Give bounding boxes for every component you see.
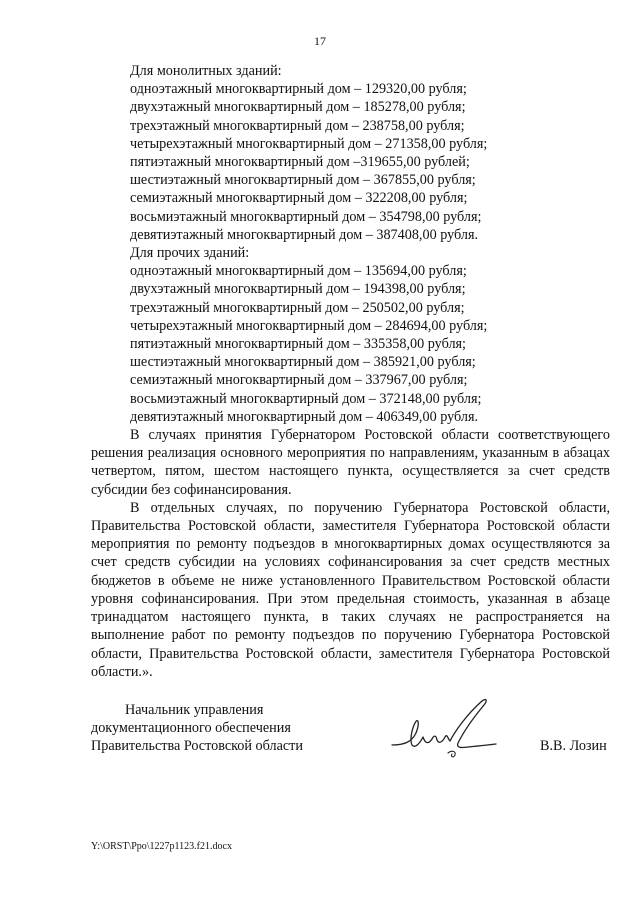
list-item: двухэтажный многоквартирный дом – 185278,00 рубля; [130,99,466,116]
list-item: пятиэтажный многоквартирный дом –319655,00 рублей; [130,154,470,171]
page-number: 17 [314,34,326,48]
list-item: одноэтажный многоквартирный дом – 129320,00 рубля; [130,81,467,98]
signatory-title-line: документационного обеспечения [91,720,291,737]
list-item: девятиэтажный многоквартирный дом – 406349,00 рубля. [130,408,479,425]
list-item: восьмиэтажный многоквартирный дом – 354798,00 рубля; [130,208,482,225]
list-item: восьмиэтажный многоквартирный дом – 372148,00 рубля; [130,390,482,407]
signatory-title [91,701,303,756]
document-body [91,62,610,681]
handwritten-signature [382,693,502,763]
file-path: Y:\ORST\Ppo\1227p1123.f21.docx [91,841,232,852]
list-item: пятиэтажный многоквартирный дом – 335358,00 рубля; [130,336,466,353]
list-item: двухэтажный многоквартирный дом – 194398,00 рубля; [130,281,466,298]
list-item: девятиэтажный многоквартирный дом – 387408,00 рубля. [130,226,479,243]
list-item: четырехэтажный многоквартирный дом – 284694,00 рубля; [130,317,488,334]
list-item: семиэтажный многоквартирный дом – 322208,00 рубля; [130,190,468,207]
paragraph-entrance-repair: В отдельных случаях, по поручению Губернатора Ростовской области, Правительства Ростовской области, заместителя Губернатора Ростовской области мероприятия по ремонту подъездов в многоквартирных домах осуществляются за счет средств субсидии на условиях софинансирования за счет средств местных бюджетов в объеме не ниже установленного Правительством Ростовской области уровня софинансирования. При этом предельная стоимость, указанная в абзаце тринадцатом настоящего пункта, в таких случаях не распространяется на выполнение работ по ремонту подъездов по поручению Губернатора Ростовской области, Правительства Ростовской области, заместителя Губернатора Ростовской области.». [91,499,610,680]
list-item: трехэтажный многоквартирный дом – 238758,00 рубля; [130,117,465,134]
signatory-title-line: Начальник управления [125,702,264,718]
monolithic-heading: Для монолитных зданий: [130,63,282,79]
list-item: семиэтажный многоквартирный дом – 337967,00 рубля; [130,372,468,389]
signature-stroke [392,700,496,748]
signature-flourish [448,751,455,757]
list-item: шестиэтажный многоквартирный дом – 367855,00 рубля; [130,172,476,189]
list-item: четырехэтажный многоквартирный дом – 271358,00 рубля; [130,135,488,152]
list-item: трехэтажный многоквартирный дом – 250502,00 рубля; [130,299,465,316]
signatory-name: В.В. Лозин [540,738,607,754]
list-item: шестиэтажный многоквартирный дом – 385921,00 рубля; [130,354,476,371]
paragraph-without-cofinancing: В случаях принятия Губернатором Ростовской области соответствующего решения реализация основного мероприятия по направлениям, указанным в абзацах четвертом, пятом, шестом настоящего пункта, осуществляется за счет средств субсидии без софинансирования. [91,427,610,498]
list-item: одноэтажный многоквартирный дом – 135694,00 рубля; [130,263,467,280]
signatory-title-line: Правительства Ростовской области [91,738,303,755]
other-heading: Для прочих зданий: [130,245,250,262]
